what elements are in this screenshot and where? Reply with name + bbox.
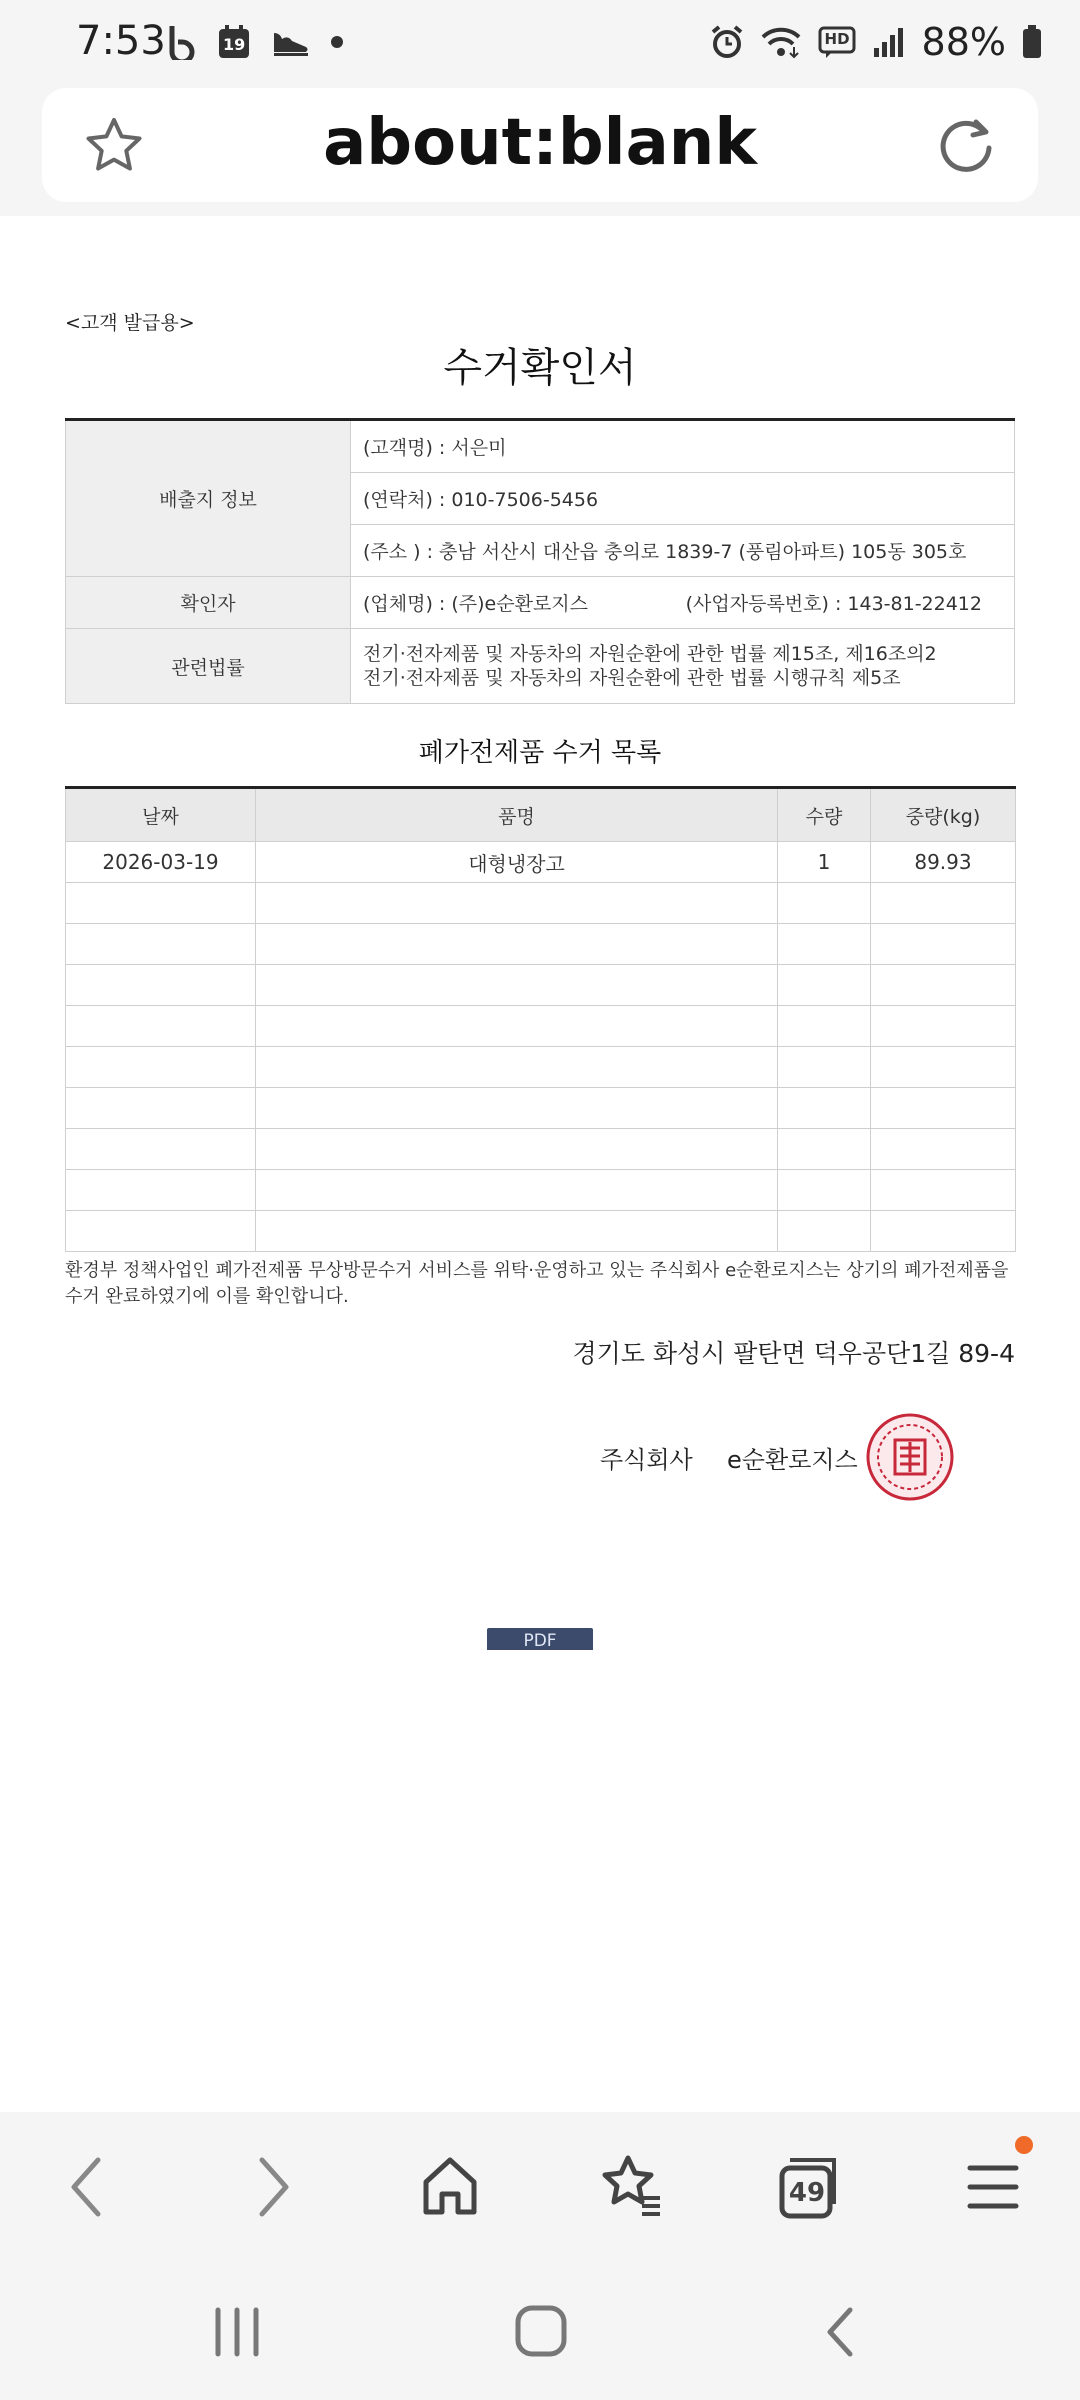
cell-item [256, 1170, 778, 1211]
cell-item [256, 1088, 778, 1129]
table-row [66, 965, 1016, 1006]
menu-notification-badge [1015, 2136, 1033, 2154]
cell-date [66, 1211, 256, 1252]
cell-qty [778, 1088, 871, 1129]
battery-icon [1022, 25, 1042, 59]
bottom-toolbar [0, 2112, 1080, 2262]
table-row [66, 924, 1016, 965]
cell-weight: 89.93 [871, 842, 1016, 883]
collection-table [65, 786, 1016, 1252]
table-header-row [66, 788, 1016, 842]
law-header: 관련법률 [66, 629, 351, 704]
home-button-icon[interactable] [514, 2304, 568, 2362]
customer-name: (고객명) : 서은미 [351, 420, 1015, 473]
header-item: 품명 [256, 788, 778, 842]
cell-qty [778, 924, 871, 965]
table-row [66, 883, 1016, 924]
company-address: 경기도 화성시 팔탄면 덕우공단1길 89-4 [572, 1339, 1015, 1368]
dot-icon [330, 35, 344, 49]
cell-weight [871, 1088, 1016, 1129]
list-title: 폐가전제품 수거 목록 [418, 738, 662, 768]
cell-date [66, 965, 256, 1006]
cell-date [66, 1047, 256, 1088]
law-line-2: 전기·전자제품 및 자동차의 자원순환에 관한 법률 시행규칙 제5조 [363, 667, 901, 689]
header-date: 날짜 [66, 788, 256, 842]
company-name: e순환로지스 [727, 1446, 858, 1474]
page-title: 수거확인서 [443, 345, 637, 391]
cell-qty [778, 1211, 871, 1252]
cell-qty [778, 1047, 871, 1088]
cell-item [256, 965, 778, 1006]
origin-header: 배출지 정보 [66, 420, 351, 577]
status-time: 7:53 [76, 18, 166, 64]
cell-qty [778, 883, 871, 924]
cell-date [66, 1088, 256, 1129]
confirmer-header: 확인자 [66, 577, 351, 629]
menu-icon[interactable] [962, 2152, 1022, 2226]
battery-percent: 88% [921, 20, 1006, 64]
cell-date: 2026-03-19 [66, 842, 256, 883]
cell-date [66, 924, 256, 965]
tab-count: 49 [788, 2178, 826, 2208]
cell-item [256, 1211, 778, 1252]
cell-item [256, 1006, 778, 1047]
header-qty: 수량 [778, 788, 871, 842]
cell-qty [778, 1129, 871, 1170]
reload-icon[interactable] [936, 114, 998, 180]
table-row [66, 1088, 1016, 1129]
cell-qty [778, 1006, 871, 1047]
browser-toolbar [0, 88, 1080, 216]
table-row [66, 842, 1016, 883]
back-icon[interactable] [62, 2152, 112, 2226]
cell-date [66, 1129, 256, 1170]
table-row [66, 1129, 1016, 1170]
cell-weight [871, 965, 1016, 1006]
table-row [66, 1170, 1016, 1211]
table-row [66, 1047, 1016, 1088]
company-seal-icon [865, 1412, 955, 1506]
cell-item [256, 924, 778, 965]
cell-qty: 1 [778, 842, 871, 883]
business-number: (사업자등록번호) : 143-81-22412 [685, 593, 982, 615]
table-row [66, 1006, 1016, 1047]
recents-icon[interactable] [212, 2306, 262, 2362]
shoe-icon [270, 27, 310, 57]
calendar-day: 19 [223, 35, 246, 54]
cell-item [256, 1047, 778, 1088]
confirmer-cell [351, 577, 1015, 629]
copy-label: <고객 발급용> [65, 312, 195, 334]
law-cell [351, 629, 1015, 704]
bookmarks-icon[interactable] [596, 2152, 666, 2226]
cell-date [66, 883, 256, 924]
forward-icon[interactable] [248, 2152, 298, 2226]
customer-contact: (연락처) : 010-7506-5456 [351, 473, 1015, 525]
company-field: (업체명) : (주)e순환로지스 [363, 593, 589, 615]
cell-weight [871, 1129, 1016, 1170]
info-table [65, 418, 1015, 704]
cell-date [66, 1006, 256, 1047]
cell-item [256, 1129, 778, 1170]
cell-weight [871, 883, 1016, 924]
pdf-button-label: PDF [523, 1631, 557, 1650]
cell-weight [871, 1170, 1016, 1211]
confirmation-note: 환경부 정책사업인 폐가전제품 무상방문수거 서비스를 위탁·운영하고 있는 주식회사 e순환로지스는 상기의 폐가전제품을 수거 완료하였기에 이를 확인합니다. [65, 1260, 1009, 1307]
pdf-button[interactable] [487, 1628, 593, 1650]
hd-icon [818, 25, 856, 59]
system-back-icon[interactable] [820, 2304, 860, 2364]
table-row [66, 1211, 1016, 1252]
address-bar[interactable] [42, 88, 1038, 202]
cell-item: 대형냉장고 [256, 842, 778, 883]
hd-label: HD [824, 30, 850, 48]
law-line-1: 전기·전자제품 및 자동차의 자원순환에 관한 법률 제15조, 제16조의2 [363, 643, 937, 665]
wifi-icon [760, 25, 802, 59]
company-type: 주식회사 [600, 1446, 693, 1474]
cell-item [256, 883, 778, 924]
cell-weight [871, 1006, 1016, 1047]
b-app-icon [166, 24, 198, 60]
cell-qty [778, 1170, 871, 1211]
cell-qty [778, 965, 871, 1006]
cell-weight [871, 1047, 1016, 1088]
home-icon[interactable] [418, 2152, 482, 2226]
tabs-icon[interactable] [776, 2152, 844, 2226]
calendar-icon [218, 25, 250, 59]
url-text[interactable]: about:blank [323, 106, 757, 180]
signal-icon [872, 26, 906, 58]
cell-weight [871, 1211, 1016, 1252]
alarm-icon [710, 25, 744, 59]
header-weight: 중량(kg) [871, 788, 1016, 842]
system-navigation [0, 2262, 1080, 2400]
cell-date [66, 1170, 256, 1211]
status-bar [0, 0, 1080, 88]
cell-weight [871, 924, 1016, 965]
customer-address: (주소 ) : 충남 서산시 대산읍 충의로 1839-7 (풍림아파트) 105동 305호 [351, 525, 1015, 577]
